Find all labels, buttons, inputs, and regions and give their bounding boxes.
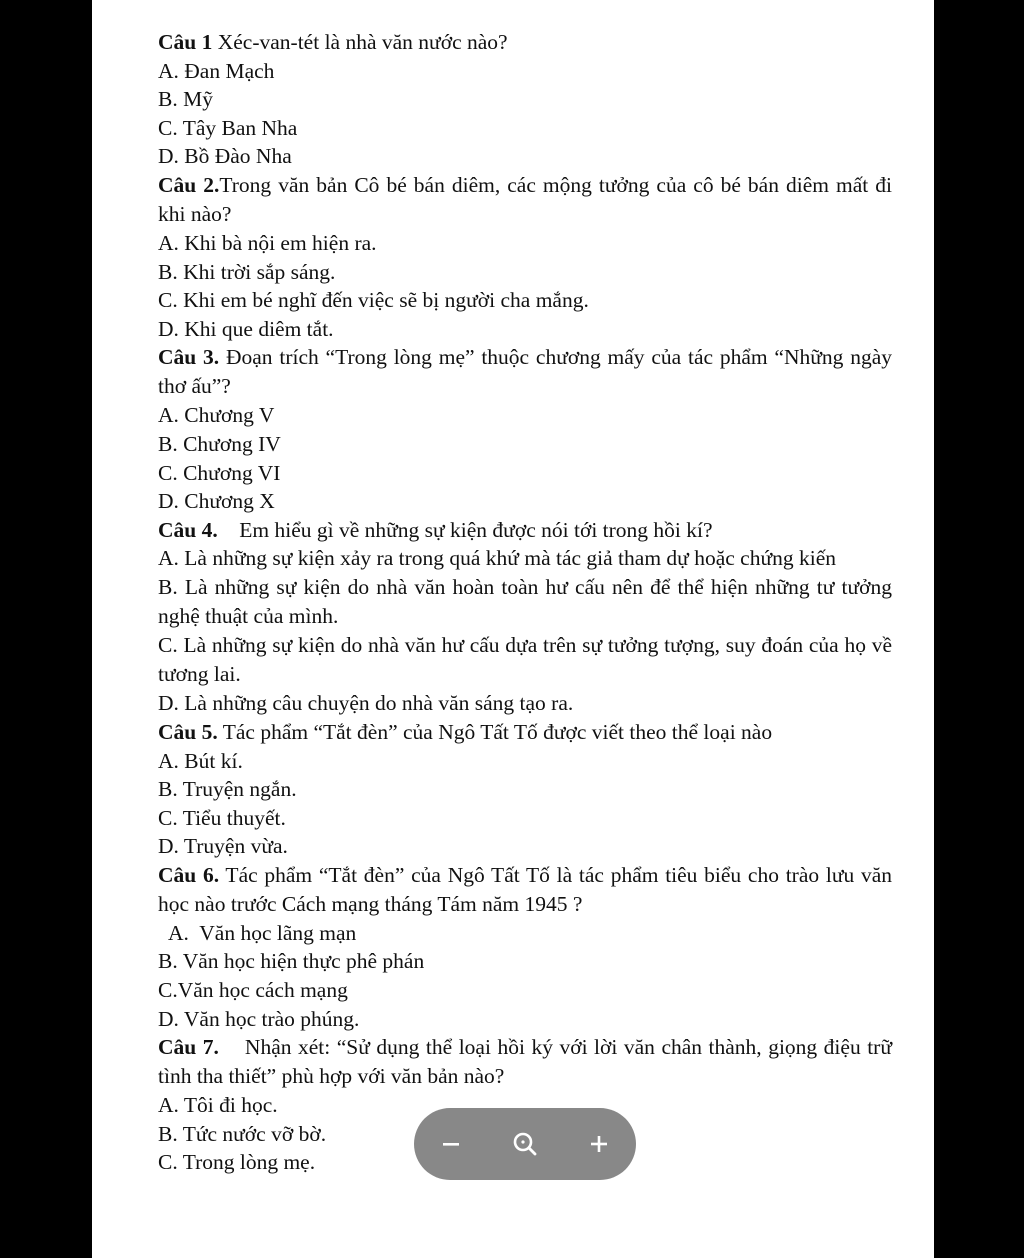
option: D. Chương X bbox=[158, 489, 275, 514]
zoom-reset-button[interactable] bbox=[495, 1114, 555, 1174]
option: A. Khi bà nội em hiện ra. bbox=[158, 230, 377, 255]
option: B. Tức nước vỡ bờ. bbox=[158, 1121, 327, 1146]
question-label: Câu 5. bbox=[158, 719, 218, 744]
option: C. Khi em bé nghĩ đến việc sẽ bị người cha mắng. bbox=[158, 288, 589, 313]
option: A. Đan Mạch bbox=[158, 58, 275, 83]
option: C. Tây Ban Nha bbox=[158, 115, 298, 140]
question-label: Câu 3. bbox=[158, 345, 220, 370]
question-label: Câu 7. bbox=[158, 1035, 219, 1060]
question-1 bbox=[158, 28, 892, 57]
option: D. Bồ Đào Nha bbox=[158, 144, 292, 169]
option: B. Chương IV bbox=[158, 431, 281, 456]
option: C. Tiểu thuyết. bbox=[158, 805, 286, 830]
question-text: Trong văn bản Cô bé bán diêm, các mộng tưởng của cô bé bán diêm mất đi khi nào? bbox=[158, 172, 892, 226]
question-text: Tác phẩm “Tắt đèn” của Ngô Tất Tố được viết theo thể loại nào bbox=[217, 719, 773, 744]
question-label: Câu 4. bbox=[158, 517, 218, 542]
option: B. Mỹ bbox=[158, 87, 213, 112]
option: A. Văn học lãng mạn bbox=[168, 920, 357, 945]
question-text: Nhận xét: “Sử dụng thể loại hồi ký với lời văn chân thành, giọng điệu trữ tình tha thiết” phù hợp với văn bản nào? bbox=[158, 1035, 898, 1089]
question-text: Tác phẩm “Tắt đèn” của Ngô Tất Tố là tác phẩm tiêu biểu cho trào lưu văn học nào trước Cách mạng tháng Tám năm 1945 ? bbox=[158, 862, 892, 916]
option: C. Trong lòng mẹ. bbox=[158, 1150, 316, 1175]
option: B. Là những sự kiện do nhà văn hoàn toàn hư cấu nên để thể hiện những tư tưởng nghệ thuật của mình. bbox=[158, 575, 892, 629]
plus-icon bbox=[586, 1131, 612, 1157]
option: D. Khi que diêm tắt. bbox=[158, 316, 334, 341]
option: D. Văn học trào phúng. bbox=[158, 1006, 360, 1031]
question-6 bbox=[158, 861, 892, 919]
option: D. Là những câu chuyện do nhà văn sáng tạo ra. bbox=[158, 691, 574, 716]
option: C. Là những sự kiện do nhà văn hư cấu dựa trên sự tưởng tượng, suy đoán của họ về tương lai. bbox=[158, 633, 892, 687]
option: A. Là những sự kiện xảy ra trong quá khứ mà tác giả tham dự hoặc chứng kiến bbox=[158, 546, 836, 571]
option: B. Khi trời sắp sáng. bbox=[158, 259, 336, 284]
document-page bbox=[92, 0, 934, 1258]
option: C. Chương VI bbox=[158, 460, 281, 485]
option: A. Bút kí. bbox=[158, 748, 243, 773]
option: C.Văn học cách mạng bbox=[158, 978, 348, 1003]
option: D. Truyện vừa. bbox=[158, 834, 288, 859]
zoom-in-button[interactable] bbox=[569, 1114, 629, 1174]
option: A. Chương V bbox=[158, 403, 275, 428]
question-label: Câu 6. bbox=[158, 862, 220, 887]
option: A. Tôi đi học. bbox=[158, 1093, 278, 1118]
quiz-content bbox=[158, 28, 898, 1177]
question-2 bbox=[158, 171, 892, 229]
question-label: Câu 1 bbox=[158, 30, 213, 54]
question-7 bbox=[158, 1033, 898, 1091]
magnifier-icon bbox=[510, 1129, 540, 1159]
question-text: Xéc-van-tét là nhà văn nước nào? bbox=[212, 30, 508, 54]
zoom-toolbar bbox=[414, 1108, 636, 1180]
question-label: Câu 2. bbox=[158, 172, 220, 197]
option: B. Truyện ngắn. bbox=[158, 777, 297, 802]
question-5 bbox=[158, 718, 892, 747]
question-3 bbox=[158, 343, 892, 401]
question-text: Đoạn trích “Trong lòng mẹ” thuộc chương mấy của tác phẩm “Những ngày thơ ấu”? bbox=[158, 345, 893, 399]
question-text: Em hiểu gì về những sự kiện được nói tới trong hồi kí? bbox=[217, 517, 713, 542]
question-4 bbox=[158, 516, 892, 545]
option: B. Văn học hiện thực phê phán bbox=[158, 949, 425, 974]
zoom-out-button[interactable] bbox=[421, 1114, 481, 1174]
minus-icon bbox=[438, 1131, 464, 1157]
